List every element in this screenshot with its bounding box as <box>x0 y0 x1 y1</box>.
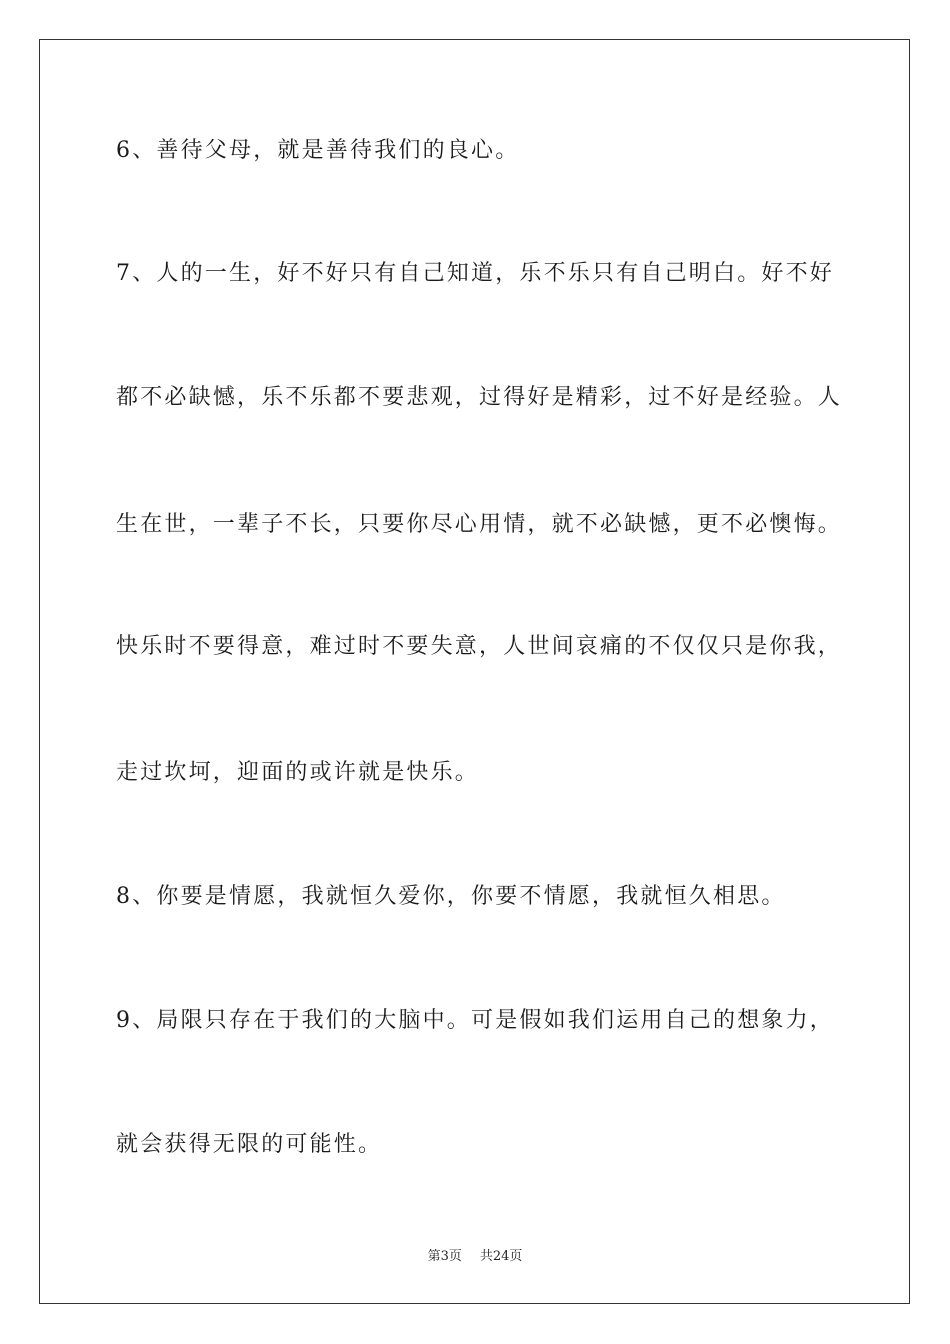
text-line-2: 7、人的一生，好不好只有自己知道，乐不乐只有自己明白。好不好 <box>116 261 834 286</box>
text-line-7: 8、你要是情愿，我就恒久爱你，你要不情愿，我就恒久相思。 <box>116 884 786 909</box>
text-line-8: 9、局限只存在于我们的大脑中。可是假如我们运用自己的想象力， <box>116 1008 834 1033</box>
text-line-4: 生在世，一辈子不长，只要你尽心用情，就不必缺憾，更不必懊悔。 <box>116 512 843 537</box>
text-line-5: 快乐时不要得意，难过时不要失意，人世间哀痛的不仅仅只是你我， <box>116 634 843 659</box>
text-line-9: 就会获得无限的可能性。 <box>116 1132 383 1157</box>
text-line-1: 6、善待父母，就是善待我们的良心。 <box>116 138 520 163</box>
page-total: 共24页 <box>479 1249 523 1264</box>
text-line-6: 走过坎坷，迎面的或许就是快乐。 <box>116 760 480 785</box>
page-border <box>39 39 910 1304</box>
page-footer <box>0 1248 950 1266</box>
page-number: 第3页 <box>427 1249 462 1264</box>
text-line-3: 都不必缺憾，乐不乐都不要悲观，过得好是精彩，过不好是经验。人 <box>116 385 843 410</box>
